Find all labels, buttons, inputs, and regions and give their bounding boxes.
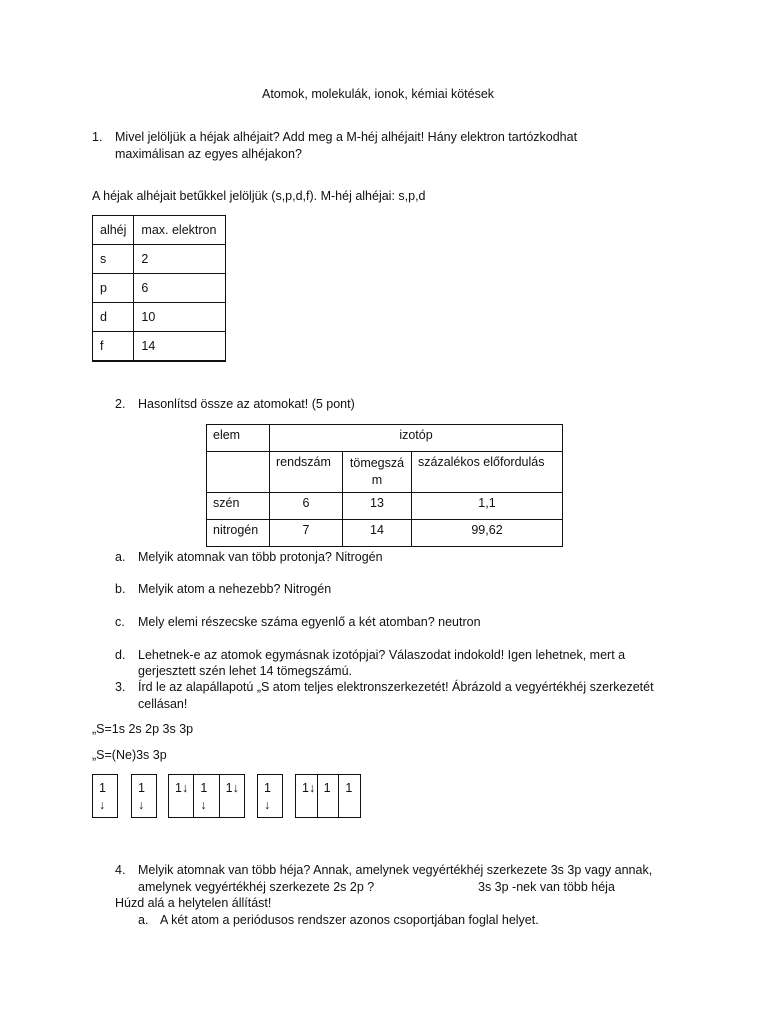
table-subheader-cell: rendszám [270, 452, 343, 493]
isotope-table [206, 424, 563, 547]
q2b-text: Melyik atom a nehezebb? Nitrogén [138, 582, 332, 596]
table-cell: 99,62 [412, 520, 563, 547]
table-cell: 10 [134, 303, 226, 332]
q2a-label: a. [115, 550, 126, 564]
orbital-cell: 1 ↓ [138, 781, 145, 812]
orbital-cell: 1 [318, 775, 340, 817]
q3-number: 3. [115, 680, 126, 694]
q1-text-line1: Mivel jelöljük a héjak alhéjait? Add meg a M-héj alhéjait! Hány elektron tartózkodhat [115, 130, 578, 144]
q2-number: 2. [115, 397, 126, 411]
orbital-cell: 1 ↓ [194, 775, 219, 817]
table-row [207, 520, 563, 547]
table-cell: p [93, 274, 134, 303]
orbital-box-3s [257, 774, 283, 818]
table-row [93, 216, 226, 245]
q1-text-line2: maximálisan az egyes alhéjakon? [115, 147, 302, 161]
table-row [93, 245, 226, 274]
table-cell: s [93, 245, 134, 274]
orbital-box-3p [295, 774, 361, 818]
table-cell: 14 [343, 520, 412, 547]
q2-text: Hasonlítsd össze az atomokat! (5 pont) [138, 397, 355, 411]
q3-text-line1: Írd le az alapállapotú „S atom teljes elektronszerkezetét! Ábrázold a vegyértékhéj szerkezetét [138, 680, 654, 694]
table-cell: 14 [134, 332, 226, 362]
q2c-label: c. [115, 615, 125, 629]
q2d-text-line1: Lehetnek-e az atomok egymásnak izotópjai? Válaszodat indokold! Igen lehetnek, mert a [138, 648, 626, 662]
electron-config-full: „S=1s 2s 2p 3s 3p [92, 722, 194, 736]
orbital-cell: 1 [345, 781, 353, 795]
orbital-box-2s [131, 774, 157, 818]
q4-text-line3: Húzd alá a helytelen állítást! [115, 896, 272, 910]
q2d-label: d. [115, 648, 126, 662]
table-cell: 6 [134, 274, 226, 303]
q4-number: 4. [115, 863, 126, 877]
table-cell: szén [207, 493, 270, 520]
table-row [93, 332, 226, 362]
table-row [93, 274, 226, 303]
q1-number: 1. [92, 130, 103, 144]
electron-config-short: „S=(Ne)3s 3p [92, 748, 167, 762]
table-header-cell: max. elektron [134, 216, 226, 245]
q4a-label: a. [138, 913, 149, 927]
orbital-box-2p [168, 774, 245, 818]
orbital-cell: 1 ↓ [264, 781, 271, 812]
q2b-label: b. [115, 582, 126, 596]
q2c-text: Mely elemi részecske száma egyenlő a két atomban? neutron [138, 615, 481, 629]
orbital-cell: 1↓ [296, 775, 318, 817]
q3-text-line2: cellásan! [138, 697, 188, 711]
table-cell: nitrogén [207, 520, 270, 547]
orbital-cell: 1↓ [225, 781, 239, 795]
table-cell [207, 452, 270, 493]
table-cell: f [93, 332, 134, 362]
q4a-text: A két atom a periódusos rendszer azonos csoportjában foglal helyet. [160, 913, 539, 927]
table-cell: 13 [343, 493, 412, 520]
table-subheader-cell: tömegszá m [343, 452, 412, 493]
table-cell: 1,1 [412, 493, 563, 520]
table-header-cell: alhéj [93, 216, 134, 245]
page-title: Atomok, molekulák, ionok, kémiai kötések [262, 87, 495, 101]
table-header-cell: izotóp [270, 425, 563, 452]
q4-text-line1: Melyik atomnak van több héja? Annak, amelynek vegyértékhéj szerkezete 3s 3p vagy annak, [138, 863, 653, 877]
table-row [207, 493, 563, 520]
table-row [207, 425, 563, 452]
q2d-text-line2: gerjesztett szén lehet 14 tömegszámú. [138, 664, 353, 678]
orbital-cell: 1 ↓ [99, 781, 106, 812]
table-cell: 7 [270, 520, 343, 547]
subshell-table [92, 215, 226, 362]
table-row [207, 452, 563, 493]
table-cell: d [93, 303, 134, 332]
q4-answer: 3s 3p -nek van több héja [478, 880, 615, 894]
orbital-cell: 1↓ [169, 775, 194, 817]
table-cell: 2 [134, 245, 226, 274]
table-cell: 6 [270, 493, 343, 520]
table-header-cell: elem [207, 425, 270, 452]
q4-text-line2: amelynek vegyértékhéj szerkezete 2s 2p ? [138, 880, 375, 894]
orbital-box-1s [92, 774, 118, 818]
q1-answer: A héjak alhéjait betűkkel jelöljük (s,p,d,f). M-héj alhéjai: s,p,d [92, 189, 426, 203]
q2a-text: Melyik atomnak van több protonja? Nitrogén [138, 550, 383, 564]
table-row [93, 303, 226, 332]
table-subheader-cell: százalékos előfordulás [412, 452, 563, 493]
